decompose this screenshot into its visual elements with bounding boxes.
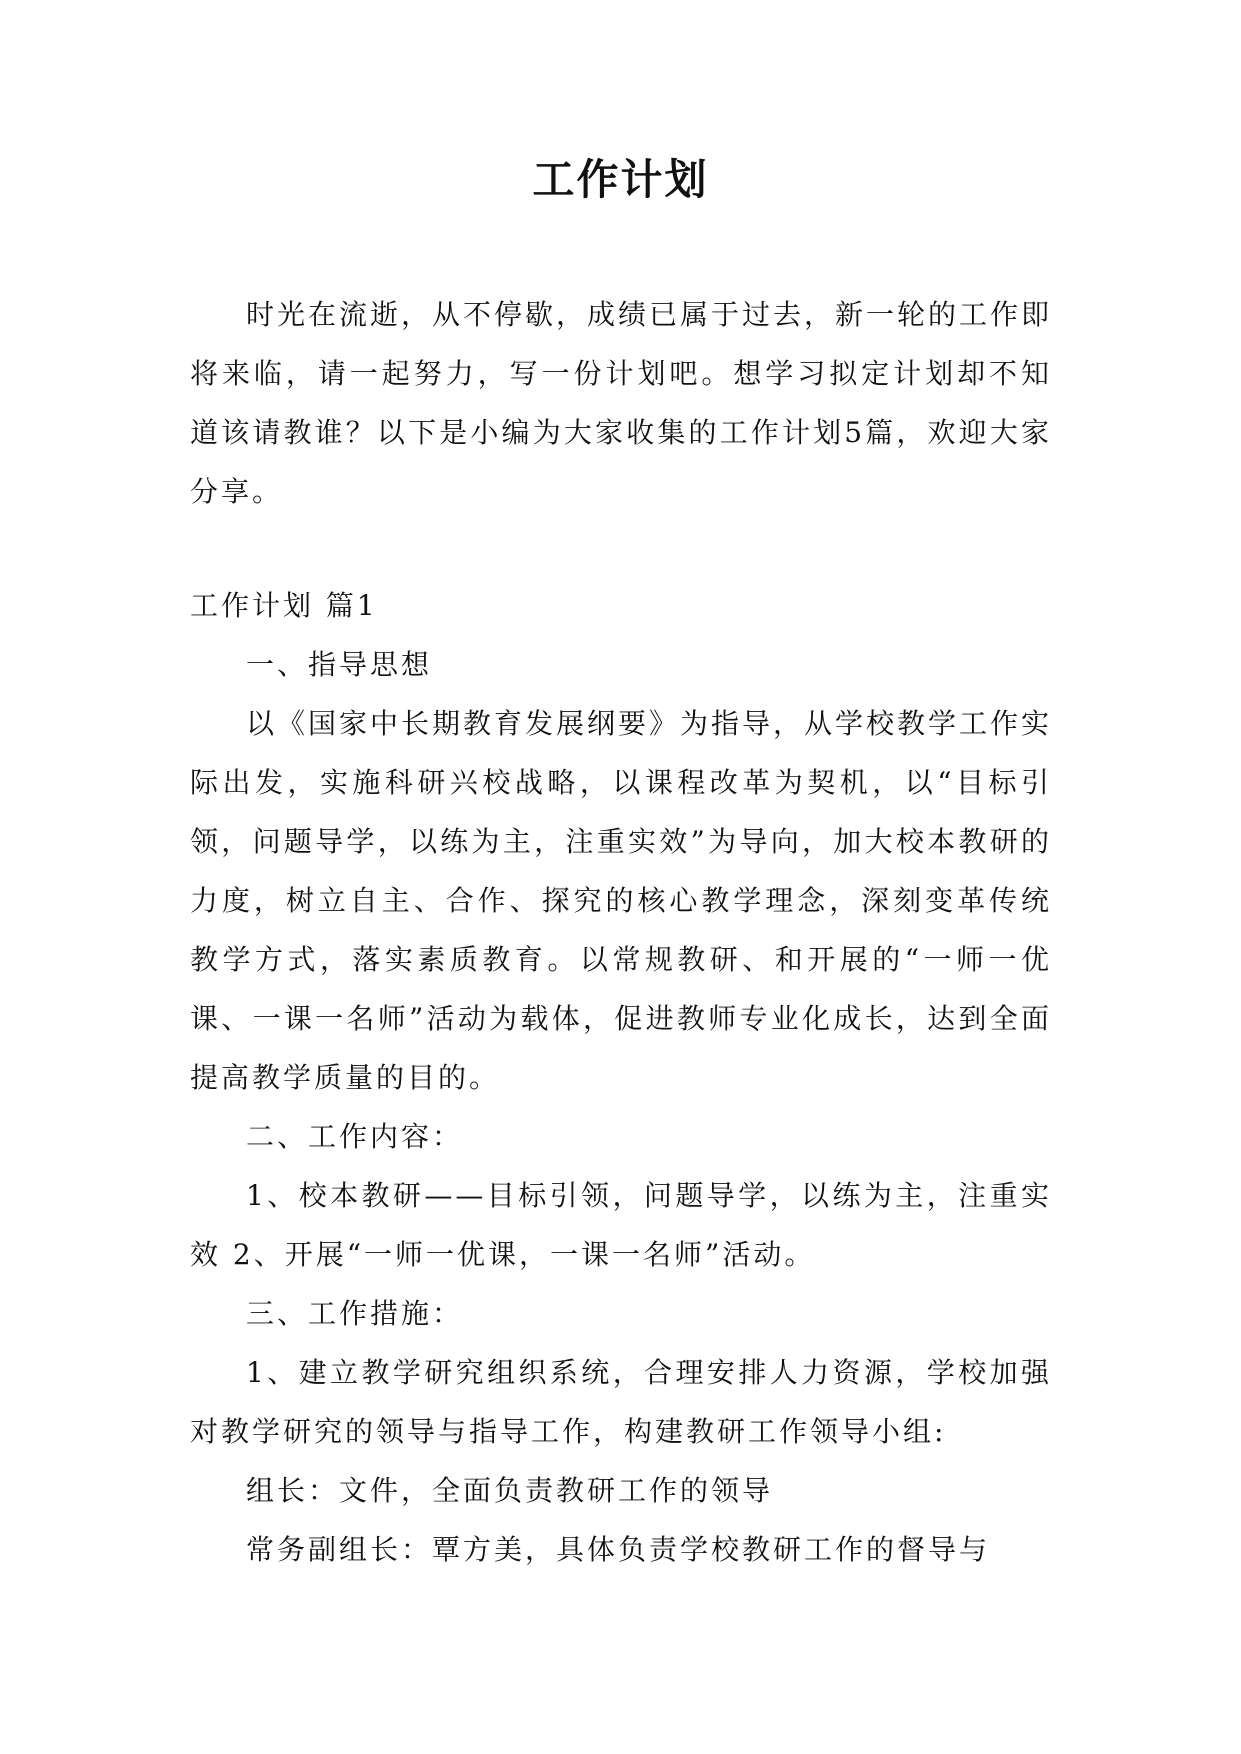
paragraph-work-measures: 1、建立教学研究组织系统，合理安排人力资源，学校加强对教学研究的领导与指导工作，构建教研工作领导小组: <box>190 1356 1052 1448</box>
intro-paragraph: 时光在流逝，从不停歇，成绩已属于过去，新一轮的工作即将来临，请一起努力，写一份计划吧。想学习拟定计划却不知道该请教谁？以下是小编为大家收集的工作计划5篇，欢迎大家分享。 <box>190 298 1053 508</box>
heading-guiding-ideology: 一、指导思想 <box>246 648 433 681</box>
intro-block <box>190 285 1052 521</box>
section-1 <box>190 576 1052 1579</box>
paragraph-deputy-leader: 常务副组长：覃方美，具体负责学校教研工作的督导与 <box>246 1533 991 1566</box>
document-title: 工作计划 <box>532 155 709 204</box>
paragraph-group-leader: 组长：文件，全面负责教研工作的领导 <box>246 1474 774 1507</box>
heading-work-measures: 三、工作措施： <box>246 1297 464 1330</box>
section-heading: 工作计划 篇1 <box>190 589 378 622</box>
paragraph-work-content: 1、校本教研——目标引领，问题导学，以练为主，注重实效 2、开展“一师一优课，一课一名师”活动。 <box>190 1179 1052 1271</box>
heading-work-content: 二、工作内容： <box>246 1120 464 1153</box>
paragraph-guiding-ideology: 以《国家中长期教育发展纲要》为指导，从学校教学工作实际出发，实施科研兴校战略，以课程改革为契机，以“目标引领，问题导学，以练为主，注重实效”为导向，加大校本教研的力度，树立自主、合作、探究的核心教学理念，深刻变革传统教学方式，落实素质教育。以常规教研、和开展的“一师一优课、一课一名师”活动为载体，促进教师专业化成长，达到全面提高教学质量的目的。 <box>190 707 1053 1094</box>
